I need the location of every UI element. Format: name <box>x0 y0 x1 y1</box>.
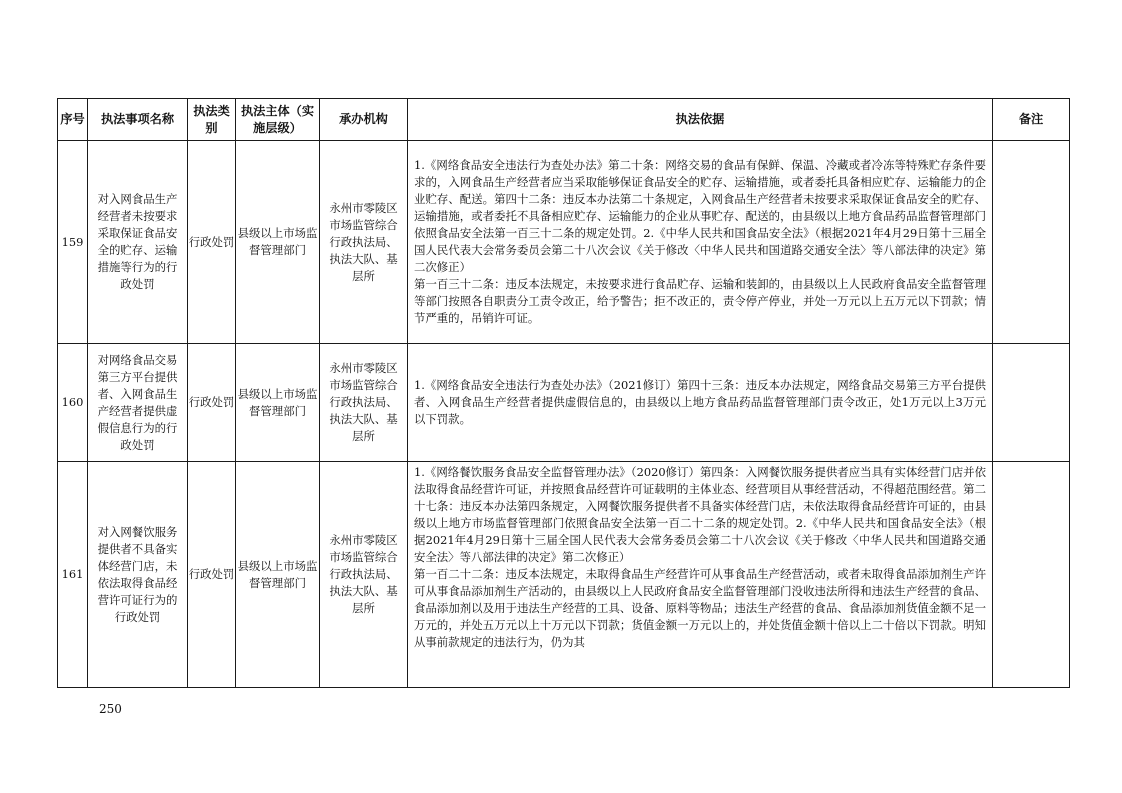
row-remarks <box>993 462 1070 688</box>
row-remarks <box>993 344 1070 462</box>
row-item-name: 对入网餐饮服务提供者不具备实体经营门店，未依法取得食品经营许可证行为的行政处罚 <box>88 462 188 688</box>
row-organization: 永州市零陵区市场监管综合行政执法局、执法大队、基层所 <box>320 462 408 688</box>
basis-paragraph: 第一百二十二条：违反本法规定，未取得食品生产经营许可从事食品生产经营活动，或者未取得食品添加剂生产许可从事食品添加剂生产活动的，由县级以上人民政府食品安全监督管理部门没收违法所得和违法生产经营的食品、食品添加剂以及用于违法生产经营的工具、设备、原料等物品；违法生产经营的食品、食品添加剂货值金额不足一万元的，并处五万元以上十万元以下罚款；货值金额一万元以上的，并处货值金额十倍以上二十倍以下罚款。明知从事前款规定的违法行为，仍为其 <box>414 567 986 649</box>
basis-clip <box>414 464 986 685</box>
row-subject: 县级以上市场监督管理部门 <box>236 141 320 344</box>
basis-paragraph: 第一百三十二条：违反本法规定，未按要求进行食品贮存、运输和装卸的，由县级以上人民政府食品安全监督管理等部门按照各自职责分工责令改正，给予警告；拒不改正的，责令停产停业，并处一万元以上五万元以下罚款；情节严重的，吊销许可证。 <box>414 277 986 325</box>
header-item-name: 执法事项名称 <box>88 99 188 141</box>
table-row <box>58 141 1070 344</box>
header-basis: 执法依据 <box>408 99 993 141</box>
header-remarks: 备注 <box>993 99 1070 141</box>
row-basis <box>408 344 993 462</box>
basis-paragraph: 1.《网络食品安全违法行为查处办法》（2021修订）第四十三条：违反本办法规定，网络食品交易第三方平台提供者、入网食品生产经营者提供虚假信息的，由县级以上地方食品药品监督管理部门责令改正，处1万元以上3万元以下罚款。 <box>414 378 986 426</box>
row-item-name: 对网络食品交易第三方平台提供者、入网食品生产经营者提供虚假信息行为的行政处罚 <box>88 344 188 462</box>
basis-paragraph: 1.《网络食品安全违法行为查处办法》第二十条：网络交易的食品有保鲜、保温、冷藏或者冷冻等特殊贮存条件要求的，入网食品生产经营者应当采取能够保证食品安全的贮存、运输措施，或者委托具备相应贮存、运输能力的企业贮存、配送。第四十二条：违反本办法第二十条规定，入网食品生产经营者未按要求采取保证食品安全的贮存、运输措施，或者委托不具备相应贮存、运输能力的企业从事贮存、配送的，由县级以上地方食品药品监督管理部门依照食品安全法第一百三十二条的规定处罚。2.《中华人民共和国食品安全法》（根据2021年4月29日第十三届全国人民代表大会常务委员会第二十八次会议《关于修改〈中华人民共和国道路交通安全法〉等八部法律的决定》第二次修正） <box>414 158 986 274</box>
row-category: 行政处罚 <box>188 141 236 344</box>
row-subject: 县级以上市场监督管理部门 <box>236 344 320 462</box>
table-row <box>58 344 1070 462</box>
row-basis <box>408 141 993 344</box>
row-basis <box>408 462 993 688</box>
page-number: 250 <box>99 702 122 716</box>
row-item-name: 对入网食品生产经营者未按要求采取保证食品安全的贮存、运输措施等行为的行政处罚 <box>88 141 188 344</box>
basis-paragraph: 1.《网络餐饮服务食品安全监督管理办法》（2020修订）第四条：入网餐饮服务提供者应当具有实体经营门店并依法取得食品经营许可证，并按照食品经营许可证载明的主体业态、经营项目从事经营活动，不得超范围经营。第二十七条：违反本办法第四条规定，入网餐饮服务提供者不具备实体经营门店，未依法取得食品经营许可证的，由县级以上地方市场监督管理部门依照食品安全法第一百二十二条的规定处罚。2.《中华人民共和国食品安全法》（根据2021年4月29日第十三届全国人民代表大会常务委员会第二十八次会议《关于修改〈中华人民共和国道路交通安全法〉等八部法律的决定》第二次修正） <box>414 465 986 564</box>
header-category: 执法类别 <box>188 99 236 141</box>
header-row <box>58 99 1070 141</box>
enforcement-table <box>57 98 1070 688</box>
header-organization: 承办机构 <box>320 99 408 141</box>
header-index: 序号 <box>58 99 88 141</box>
row-category: 行政处罚 <box>188 462 236 688</box>
row-organization: 永州市零陵区市场监管综合行政执法局、执法大队、基层所 <box>320 344 408 462</box>
row-index: 159 <box>58 141 88 344</box>
header-subject: 执法主体（实施层级） <box>236 99 320 141</box>
row-organization: 永州市零陵区市场监管综合行政执法局、执法大队、基层所 <box>320 141 408 344</box>
table-row <box>58 462 1070 688</box>
row-index: 160 <box>58 344 88 462</box>
row-category: 行政处罚 <box>188 344 236 462</box>
row-index: 161 <box>58 462 88 688</box>
row-subject: 县级以上市场监督管理部门 <box>236 462 320 688</box>
row-remarks <box>993 141 1070 344</box>
